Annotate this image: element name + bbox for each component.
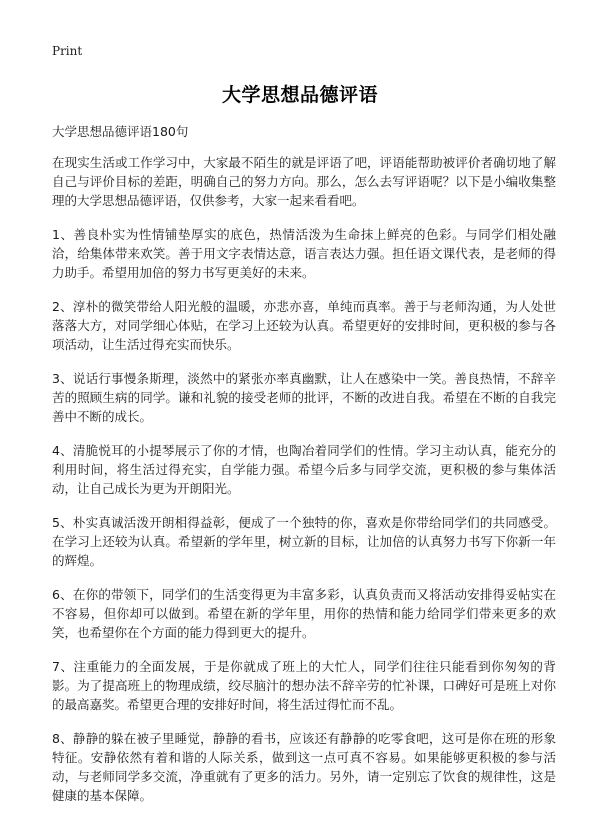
document-subtitle: 大学思想品德评语180句 (52, 124, 189, 139)
comment-item-4: 4、清脆悦耳的小提琴展示了你的才情，也陶冶着同学们的性情。学习主动认真，能充分的利用时间，将生活过得充实，自学能力强。希望今后多与同学交流，更积极的参与集体活动，让自己成长为更为开朗阳光。 (52, 443, 556, 496)
print-link[interactable]: Print (52, 44, 83, 58)
intro-paragraph: 在现实生活或工作学习中，大家最不陌生的就是评语了吧，评语能帮助被评价者确切地了解自己与评价目标的差距，明确自己的努力方向。那么，怎么去写评语呢？以下是小编收集整理的大学思想品德评语，仅供参考，大家一起来看看吧。 (52, 155, 556, 208)
comment-item-3: 3、说话行事慢条斯理，淡然中的紧张亦率真幽默，让人在感染中一笑。善良热情，不辞辛苦的照顾生病的同学。谦和礼貌的接受老师的批评，不断的改进自我。希望在不断的自我完善中不断的成长。 (52, 371, 556, 424)
comment-item-8: 8、静静的躲在被子里睡觉，静静的看书，应该还有静静的吃零食吧，这可是你在班的形象特征。安静依然有着和谐的人际关系，做到这一点可真不容易。如果能够更积极的参与活动，与老师同学多交流，净重就有了更多的活力。另外，请一定别忘了饮食的规律性，这是健康的基本保障。 (52, 731, 556, 803)
comment-item-2: 2、淳朴的微笑带给人阳光般的温暖，亦悲亦喜，单纯而真率。善于与老师沟通，为人处世落落大方，对同学细心体贴，在学习上还较为认真。希望更好的安排时间，更积极的参与各项活动，让生活过得充实而快乐。 (52, 299, 556, 352)
comment-item-5: 5、朴实真诚活泼开朗相得益彰，便成了一个独特的你，喜欢是你带给同学们的共同感受。在学习上还较为认真。希望新的学年里，树立新的目标，让加倍的认真努力书写下你新一年的辉煌。 (52, 515, 556, 568)
comment-item-7: 7、注重能力的全面发展，于是你就成了班上的大忙人，同学们往往只能看到你匆匆的背影。为了提高班上的物理成绩，绞尽脑汁的想办法不辞辛劳的忙补课，口碑好可是班上对你的最高嘉奖。希望更合理的安排好时间，将生活过得忙而不乱。 (52, 659, 556, 712)
comment-item-1: 1、善良朴实为性情铺垫厚实的底色，热情活泼为生命抹上鲜亮的色彩。与同学们相处融洽，给集体带来欢笑。善于用文字表情达意，语言表达力强。担任语文课代表，是老师的得力助手。希望用加倍的努力书写更美好的未来。 (52, 227, 556, 280)
comment-item-6: 6、在你的带领下，同学们的生活变得更为丰富多彩，认真负责而又将活动安排得妥帖实在不容易，但你却可以做到。希望在新的学年里，用你的热情和能力给同学们带来更多的欢笑，也希望你在个方面的能力得到更大的提升。 (52, 587, 556, 640)
page-title: 大学思想品德评语 (221, 84, 378, 106)
document-body (52, 153, 556, 820)
